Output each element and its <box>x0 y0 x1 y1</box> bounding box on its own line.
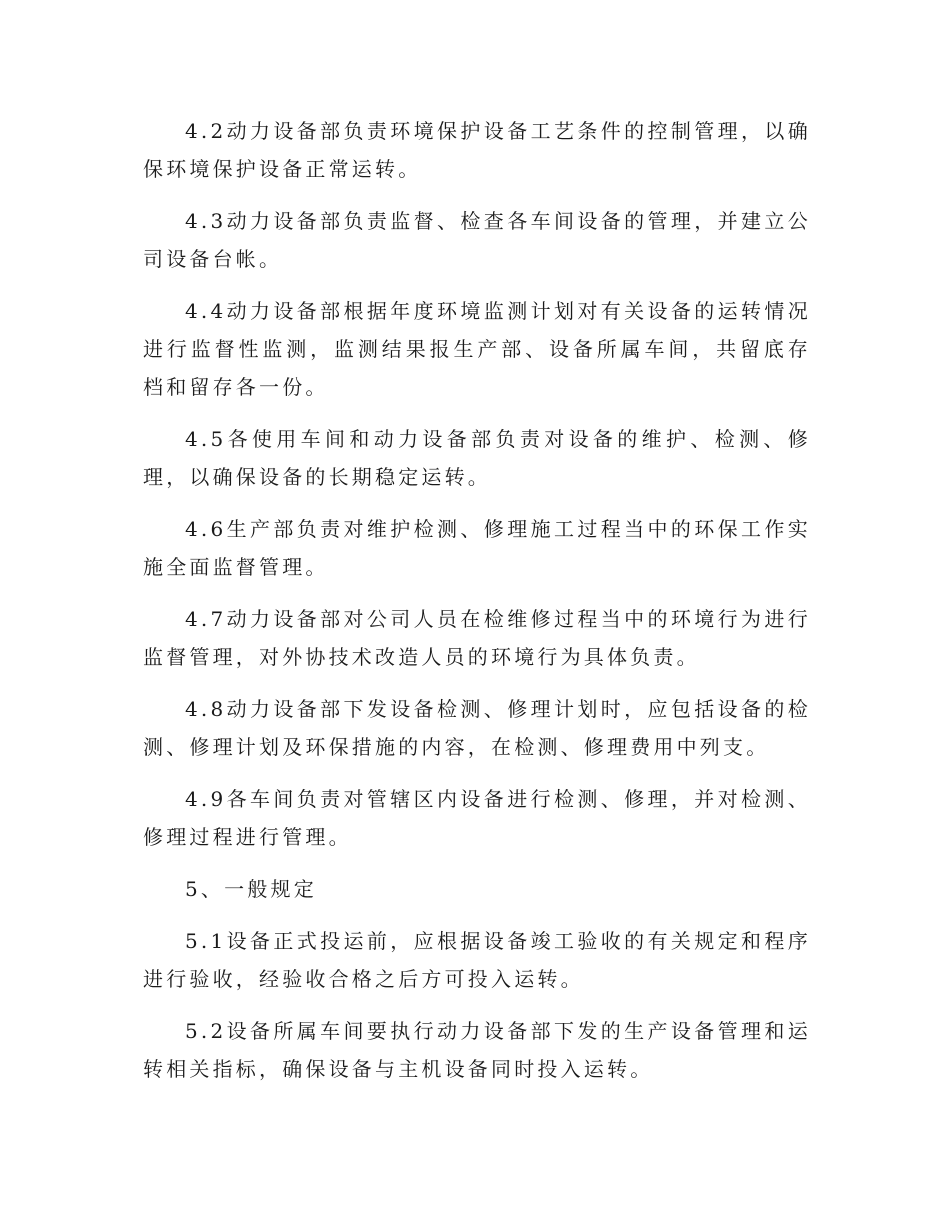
paragraph-4-4: 4.4动力设备部根据年度环境监测计划对有关设备的运转情况进行监督性监测，监测结果报生产部、设备所属车间，共留底存档和留存各一份。 <box>143 299 811 399</box>
paragraph-5-2: 5.2设备所属车间要执行动力设备部下发的生产设备管理和运转相关指标，确保设备与主机设备同时投入运转。 <box>143 1019 811 1081</box>
paragraph-4-8: 4.8动力设备部下发设备检测、修理计划时，应包括设备的检测、修理计划及环保措施的内容，在检测、修理费用中列支。 <box>143 697 811 759</box>
paragraph-4-2: 4.2动力设备部负责环境保护设备工艺条件的控制管理，以确保环境保护设备正常运转。 <box>143 119 811 181</box>
document-body <box>143 112 811 1102</box>
paragraph-4-7: 4.7动力设备部对公司人员在检维修过程当中的环境行为进行监督管理，对外协技术改造人员的环境行为具体负责。 <box>143 607 811 669</box>
paragraph-4-9: 4.9各车间负责对管辖区内设备进行检测、修理，并对检测、修理过程进行管理。 <box>143 787 811 849</box>
paragraph-5-1: 5.1设备正式投运前，应根据设备竣工验收的有关规定和程序进行验收，经验收合格之后方可投入运转。 <box>143 929 811 991</box>
paragraph-4-3: 4.3动力设备部负责监督、检查各车间设备的管理，并建立公司设备台帐。 <box>143 209 811 271</box>
paragraph-4-5: 4.5各使用车间和动力设备部负责对设备的维护、检测、修理，以确保设备的长期稳定运转。 <box>143 427 811 489</box>
paragraph-4-6: 4.6生产部负责对维护检测、修理施工过程当中的环保工作实施全面监督管理。 <box>143 517 811 579</box>
section-heading-5: 5、一般规定 <box>185 877 317 901</box>
